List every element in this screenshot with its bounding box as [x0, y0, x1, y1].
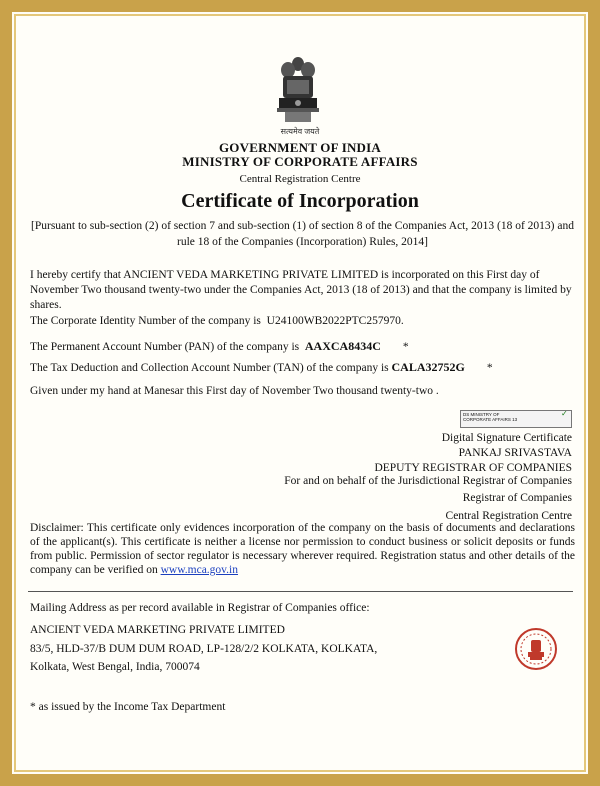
- pan-star: *: [402, 341, 409, 353]
- pan-label: The Permanent Account Number (PAN) of the company is: [30, 341, 300, 353]
- disclaimer-text: Disclaimer: This certificate only evidences incorporation of the company on the basis of documents and declarations of the applicant(s). This certificate is neither a license nor permission to conduct business or solicit deposits or funds from public. Permission of sector regulator is necessary wherever required. Registration status and other details of the company can be verified on: [30, 522, 575, 576]
- signer-designation: DEPUTY REGISTRAR OF COMPANIES: [374, 462, 572, 474]
- divider: [28, 591, 573, 592]
- pan-value: AAXCA8434C: [304, 339, 381, 353]
- centre-heading: Central Registration Centre: [239, 173, 361, 185]
- digital-signature-box[interactable]: [460, 410, 572, 428]
- tan-label: The Tax Deduction and Collection Account Number (TAN) of the company is: [30, 362, 389, 374]
- signature-box-text-1: DS MINISTRY OF: [463, 412, 500, 417]
- given-line: Given under my hand at Manesar this First day of November Two thousand twenty-two .: [30, 385, 439, 397]
- tan-line: [30, 360, 578, 376]
- address-line-1: 83/5, HLD-37/B DUM DUM ROAD, LP-128/2/2 KOLKATA, KOLKATA,: [30, 643, 378, 655]
- national-emblem-icon: [273, 54, 323, 134]
- certify-paragraph: I hereby certify that ANCIENT VEDA MARKETING PRIVATE LIMITED is incorporated on this First day of November Two thousand twenty-two under the Companies Act, 2013 (18 of 2013) and that the company is limited by shares.: [30, 269, 572, 311]
- address-line-2: Kolkata, West Bengal, India, 700074: [30, 661, 200, 673]
- mca-link[interactable]: www.mca.gov.in: [160, 564, 239, 576]
- address-heading: Mailing Address as per record available in Registrar of Companies office:: [30, 602, 370, 614]
- signature-box-text-2: CORPORATE AFFAIRS 13: [463, 417, 518, 422]
- signature-line-5: Registrar of Companies: [462, 492, 572, 504]
- government-heading: GOVERNMENT OF INDIA: [219, 140, 381, 155]
- signer-name: PANKAJ SRIVASTAVA: [458, 447, 572, 459]
- disclaimer: [30, 521, 575, 577]
- official-seal-icon: [514, 627, 558, 671]
- tan-star: *: [486, 362, 493, 374]
- pan-line: [30, 339, 578, 355]
- emblem-motto: सत्यमेव जयते: [280, 127, 320, 136]
- check-icon: ✓: [561, 409, 568, 418]
- tan-value: CALA32752G: [391, 360, 465, 374]
- signature-line-1: Digital Signature Certificate: [441, 432, 572, 444]
- address-company-name: ANCIENT VEDA MARKETING PRIVATE LIMITED: [30, 624, 285, 636]
- signature-line-4: For and on behalf of the Jurisdictional Registrar of Companies: [284, 475, 572, 487]
- cin-label: The Corporate Identity Number of the company is: [30, 315, 261, 327]
- cin-line: [30, 314, 578, 329]
- footnote: * as issued by the Income Tax Department: [30, 701, 226, 713]
- pursuant-clause: [Pursuant to sub-section (2) of section 7 and sub-section (1) of section 8 of the Companies Act, 2013 (18 of 2013) and rule 18 of the Companies (Incorporation) Rules, 2014]: [31, 220, 574, 248]
- signature-line-6: Central Registration Centre: [445, 510, 572, 522]
- certificate-title: Certificate of Incorporation: [181, 190, 419, 212]
- ministry-heading: MINISTRY OF CORPORATE AFFAIRS: [182, 154, 418, 169]
- cin-value: U24100WB2022PTC257970.: [266, 315, 404, 327]
